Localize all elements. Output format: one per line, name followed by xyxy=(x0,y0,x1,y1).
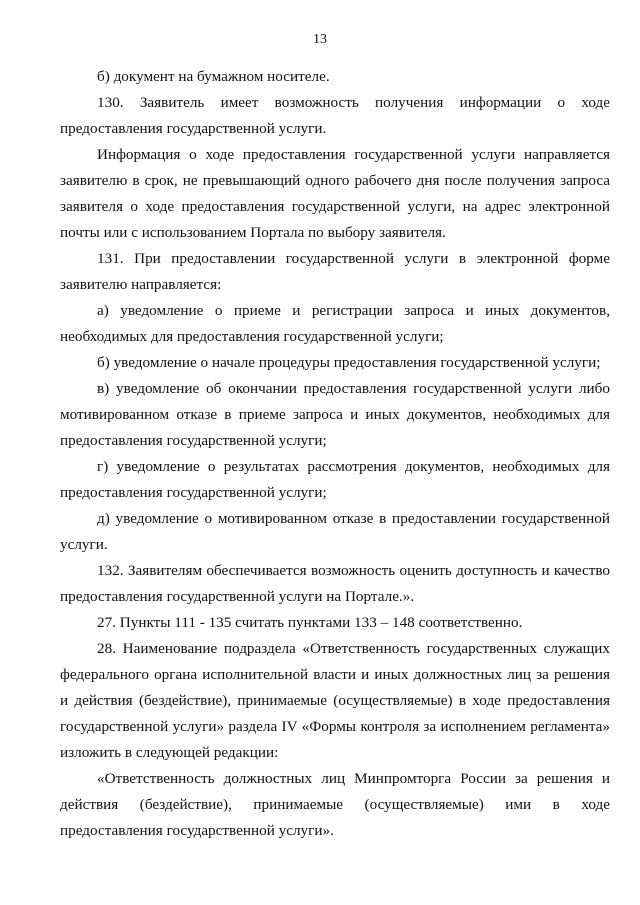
paragraph-131: 131. При предоставлении государственной услуги в электронной форме заявителю направляется: xyxy=(60,250,610,293)
paragraph-item-d: д) уведомление о мотивированном отказе в предоставлении государственной услуги. xyxy=(60,510,610,553)
paragraph-item-g: г) уведомление о результатах рассмотрения документов, необходимых для предоставления государственной услуги; xyxy=(60,458,610,501)
paragraph-info-progress: Информация о ходе предоставления государственной услуги направляется заявителю в срок, не превышающий одного рабочего дня после получения запроса заявителя о ходе предоставления государственной услуги, на адрес электронной почты или с использованием Портала по выбору заявителя. xyxy=(60,146,610,241)
paragraph-item-v: в) уведомление об окончании предоставления государственной услуги либо мотивированном отказе в приеме запроса и иных документов, необходимых для предоставления государственной услуги; xyxy=(60,380,610,449)
paragraph-130: 130. Заявитель имеет возможность получения информации о ходе предоставления государственной услуги. xyxy=(60,94,610,137)
paragraph-item-a: а) уведомление о приеме и регистрации запроса и иных документов, необходимых для предоставления государственной услуги; xyxy=(60,302,610,345)
page-number: 13 xyxy=(313,32,327,47)
paragraph-item-b: б) уведомление о начале процедуры предоставления государственной услуги; xyxy=(97,354,601,371)
document-body xyxy=(60,64,610,844)
paragraph-item-b-paper: б) документ на бумажном носителе. xyxy=(97,68,330,85)
paragraph-27: 27. Пункты 111 - 135 считать пунктами 133 – 148 соответственно. xyxy=(97,614,523,631)
paragraph-132: 132. Заявителям обеспечивается возможность оценить доступность и качество предоставления государственной услуги на Портале.». xyxy=(60,562,610,605)
paragraph-28: 28. Наименование подраздела «Ответственность государственных служащих федерального органа исполнительной власти и иных должностных лиц за решения и действия (бездействие), принимаемые (осуществляемые) в ходе предоставления государственной услуги» раздела IV «Формы контроля за исполнением регламента» изложить в следующей редакции: xyxy=(60,640,610,761)
paragraph-new-title: «Ответственность должностных лиц Минпромторга России за решения и действия (бездействие), принимаемые (осуществляемые) ими в ходе предоставления государственной услуги». xyxy=(60,770,610,839)
